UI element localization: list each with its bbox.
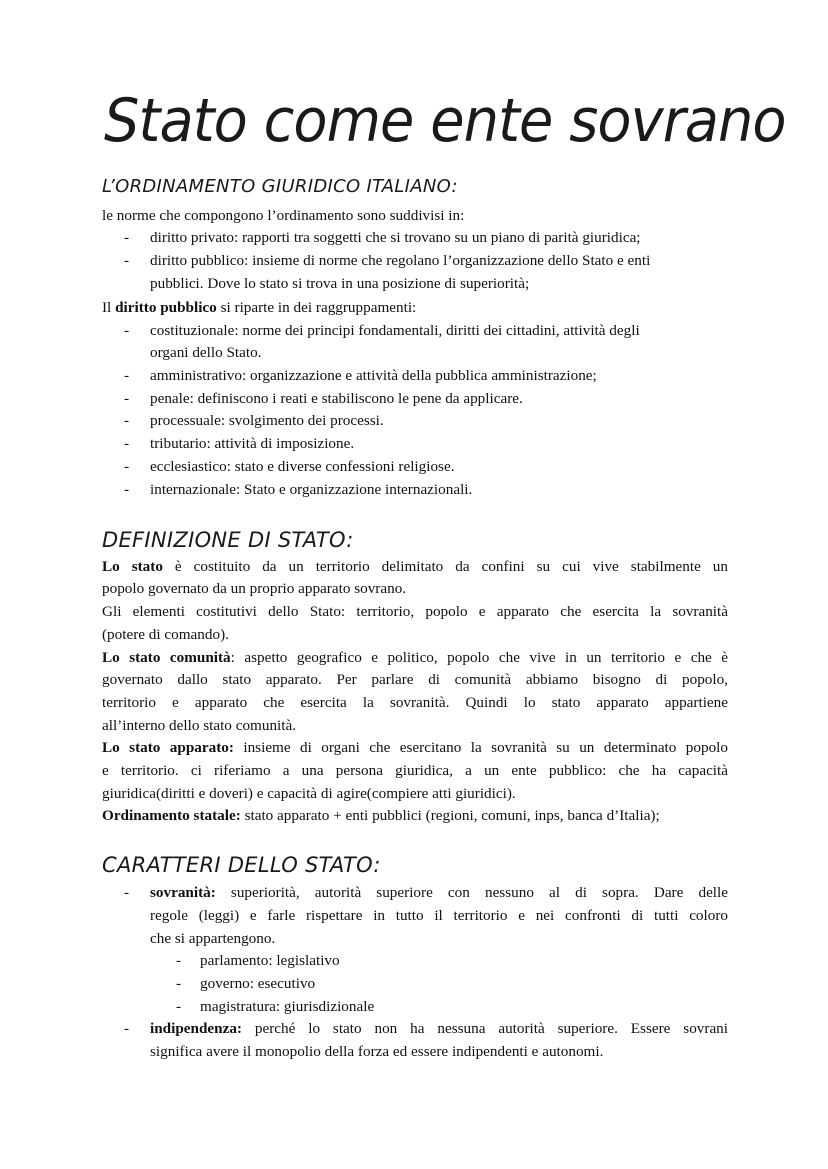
section-heading-ordinamento: L’ORDINAMENTO GIURIDICO ITALIANO: xyxy=(102,176,458,197)
bullet-dash: - xyxy=(124,229,130,246)
list-item: costituzionale: norme dei principi fondamentali, diritti dei cittadini, attività degli xyxy=(150,322,640,339)
paragraph-line: Lo stato è costituito da un territorio delimitato da confini su cui vive stabilmente un xyxy=(102,558,728,575)
bullet-dash: - xyxy=(124,884,130,901)
sub-bullet-dash: - xyxy=(176,975,182,992)
bullet-dash: - xyxy=(124,458,130,475)
list-item: processuale: svolgimento dei processi. xyxy=(150,412,384,429)
sub-bullet-dash: - xyxy=(176,952,182,969)
paragraph-line: Ordinamento statale: stato apparato + enti pubblici (regioni, comuni, inps, banca d’Italia); xyxy=(102,807,660,824)
sub-list-item: magistratura: giurisdizionale xyxy=(200,998,375,1015)
bullet-dash: - xyxy=(124,322,130,339)
list-item: diritto pubblico: insieme di norme che regolano l’organizzazione dello Stato e enti xyxy=(150,252,651,269)
paragraph-diritto-pubblico: Il diritto pubblico si riparte in dei raggruppamenti: xyxy=(102,299,417,316)
sub-list-item: parlamento: legislativo xyxy=(200,952,340,969)
list-item-continuation: pubblici. Dove lo stato si trova in una posizione di superiorità; xyxy=(150,275,530,292)
section-heading-definizione: DEFINIZIONE DI STATO: xyxy=(102,528,354,552)
list-item: indipendenza: perché lo stato non ha nessuna autorità superiore. Essere sovrani xyxy=(150,1020,728,1037)
paragraph-line: Lo stato apparato: insieme di organi che esercitano la sovranità su un determinato popolo xyxy=(102,739,728,756)
list-item-continuation: che si appartengono. xyxy=(150,930,276,947)
bullet-dash: - xyxy=(124,481,130,498)
sub-bullet-dash: - xyxy=(176,998,182,1015)
bullet-dash: - xyxy=(124,435,130,452)
list-item: diritto privato: rapporti tra soggetti che si trovano su un piano di parità giuridica; xyxy=(150,229,641,246)
bullet-dash: - xyxy=(124,390,130,407)
list-item: internazionale: Stato e organizzazione internazionali. xyxy=(150,481,473,498)
list-item-continuation: significa avere il monopolio della forza ed essere indipendenti e autonomi. xyxy=(150,1043,604,1060)
intro-text: le norme che compongono l’ordinamento sono suddivisi in: xyxy=(102,207,465,224)
list-item: amministrativo: organizzazione e attività della pubblica amministrazione; xyxy=(150,367,597,384)
paragraph-line: territorio e apparato che esercita la sovranità. Quindi lo stato apparato appartiene xyxy=(102,694,728,711)
list-item: tributario: attività di imposizione. xyxy=(150,435,355,452)
bullet-dash: - xyxy=(124,1020,130,1037)
paragraph-line: all’interno dello stato comunità. xyxy=(102,717,297,734)
bullet-dash: - xyxy=(124,367,130,384)
sub-list-item: governo: esecutivo xyxy=(200,975,316,992)
paragraph-line: Gli elementi costitutivi dello Stato: territorio, popolo e apparato che esercita la sovranità xyxy=(102,603,728,620)
paragraph-line: (potere di comando). xyxy=(102,626,229,643)
list-item-continuation: organi dello Stato. xyxy=(150,344,262,361)
list-item: ecclesiastico: stato e diverse confessioni religiose. xyxy=(150,458,455,475)
paragraph-line: giuridica(diritti e doveri) e capacità di agire(compiere atti giuridici). xyxy=(102,785,516,802)
page-title: Stato come ente sovrano xyxy=(104,86,786,156)
bullet-dash: - xyxy=(124,412,130,429)
list-item: sovranità: superiorità, autorità superiore con nessuno al di sopra. Dare delle xyxy=(150,884,728,901)
paragraph-line: popolo governato da un proprio apparato sovrano. xyxy=(102,580,407,597)
bullet-dash: - xyxy=(124,252,130,269)
paragraph-line: e territorio. ci riferiamo a una persona giuridica, a un ente pubblico: che ha capacità xyxy=(102,762,728,779)
paragraph-line: governato dallo stato apparato. Per parlare di comunità abbiamo bisogno di popolo, xyxy=(102,671,728,688)
list-item: penale: definiscono i reati e stabiliscono le pene da applicare. xyxy=(150,390,523,407)
section-heading-caratteri: CARATTERI DELLO STATO: xyxy=(102,853,381,877)
paragraph-line: Lo stato comunità: aspetto geografico e politico, popolo che vive in un territorio e che è xyxy=(102,649,728,666)
list-item-continuation: regole (leggi) e farle rispettare in tutto il territorio e nei confronti di tutti coloro xyxy=(150,907,728,924)
